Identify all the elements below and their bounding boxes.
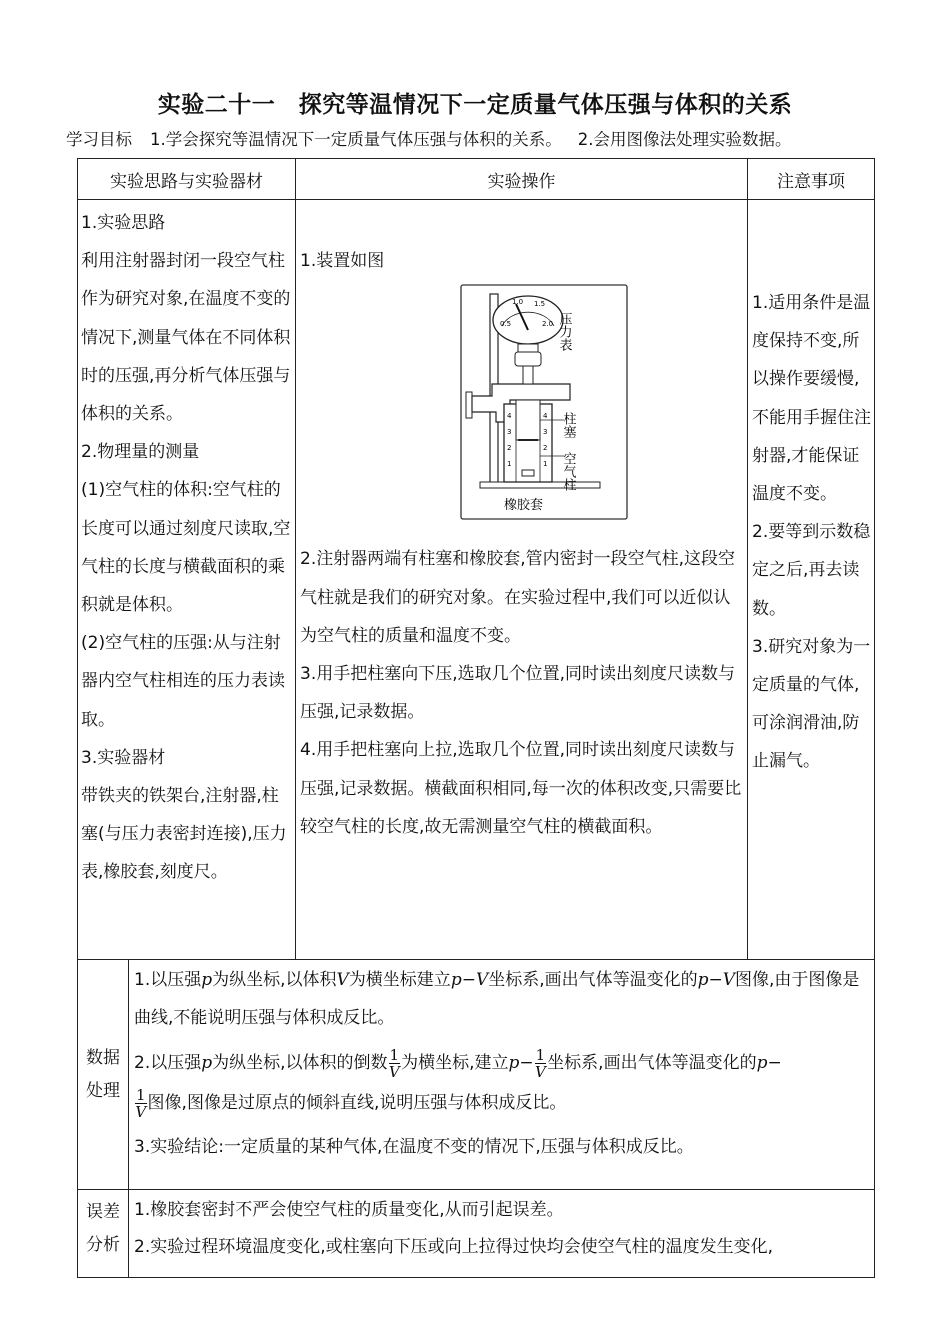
gauge-tick-label: 1.0 (512, 298, 524, 307)
goals-label: 学习目标 (66, 130, 132, 149)
text-fragment: 坐标系,画出气体等温变化的 (547, 1053, 757, 1073)
error-analysis-label (78, 1190, 129, 1278)
scale-tick-label: 1 (507, 460, 512, 469)
note-3: 3.研究对象为一定质量的气体,可涂润滑油,防止漏气。 (752, 636, 871, 772)
goal-item-2: 2.会用图像法处理实验数据。 (577, 130, 792, 149)
experiment-table (77, 158, 875, 1278)
symbol-p-dash: p− (508, 1053, 534, 1073)
scale-tick-label: 4 (543, 412, 548, 421)
fraction-numerator: 1 (389, 1045, 400, 1064)
gauge-tick-label: 2.0 (542, 320, 554, 329)
processing-item-1 (134, 962, 870, 1037)
error-item-1: 1.橡胶套密封不严会使空气柱的质量变化,从而引起误差。 (134, 1200, 564, 1220)
goal-item-1: 1.学会探究等温情况下一定质量气体压强与体积的关系。 (150, 130, 562, 149)
gauge-connector (518, 344, 538, 352)
table-body-row (78, 200, 875, 960)
gauge-label: 压力表 (556, 312, 572, 352)
scale-tick-label: 2 (543, 444, 548, 453)
volume-measurement-text: (1)空气柱的体积:空气柱的长度可以通过刻度尺读取,空气柱的长度与横截面积的乘积就是体积。 (81, 480, 291, 616)
page-title: 实验二十一 探究等温情况下一定质量气体压强与体积的关系 (157, 92, 793, 118)
error-item-2: 2.实验过程环境温度变化,或柱塞向下压或向上拉得过快均会使空气柱的温度发生变化, (134, 1237, 774, 1257)
plunger-label: 柱塞 (560, 412, 576, 439)
fraction-1-over-v (135, 1087, 147, 1120)
plunger (516, 400, 540, 440)
symbol-v: V (336, 970, 349, 990)
apparatus-figure (460, 284, 628, 520)
scale-tick-label: 3 (507, 428, 512, 437)
clamp-screw (466, 392, 472, 418)
idea-heading: 1.实验思路 (81, 213, 166, 233)
symbol-p-v: p−V (450, 970, 489, 990)
plunger-rod (523, 366, 533, 384)
label-line: 误差 (86, 1202, 120, 1222)
text-fragment: 图像,图像是过原点的倾斜直线,说明压强与体积成反比。 (147, 1093, 567, 1113)
symbol-p-dash: p− (756, 1053, 782, 1073)
rubber-label: 橡胶套 (504, 498, 544, 514)
gauge-tick-label: 0.5 (500, 320, 512, 329)
gauge-nut (515, 352, 541, 366)
label-line: 分析 (86, 1235, 120, 1255)
symbol-p: p (201, 970, 213, 990)
error-analysis-row (78, 1190, 875, 1278)
scale-tick-label: 3 (543, 428, 548, 437)
label-line: 处理 (86, 1080, 120, 1101)
pressure-measurement-text: (2)空气柱的压强:从与注射器内空气柱相连的压力表读取。 (81, 633, 285, 730)
operation-step-3: 3.用手把柱塞向下压,选取几个位置,同时读出刻度尺读数与压强,记录数据。 (300, 664, 736, 723)
learning-goals (66, 126, 906, 150)
symbol-p-v: p−V (697, 970, 736, 990)
fraction-1-over-v (389, 1047, 401, 1080)
header-notes: 注意事项 (748, 159, 875, 200)
scale-tick-label: 4 (507, 412, 512, 421)
notes-cell (748, 200, 875, 960)
table-header-row (78, 159, 875, 200)
idea-text: 利用注射器封闭一段空气柱作为研究对象,在温度不变的情况下,测量气体在不同体积时的压强,再分析气体压强与体积的关系。 (81, 251, 291, 425)
fraction-denominator: V (388, 1062, 400, 1081)
scale-tick-label: 2 (507, 444, 512, 453)
processing-item-3: 3.实验结论:一定质量的某种气体,在温度不变的情况下,压强与体积成反比。 (134, 1137, 694, 1157)
fraction-numerator: 1 (535, 1045, 546, 1064)
data-processing-label (78, 960, 129, 1190)
text-fragment: 为横坐标建立 (348, 970, 451, 990)
equipment-text: 带铁夹的铁架台,注射器,柱塞(与压力表密封连接),压力表,橡胶套,刻度尺。 (81, 786, 287, 883)
fraction-denominator: V (135, 1102, 147, 1121)
stand-base (480, 482, 600, 488)
header-operation: 实验操作 (296, 159, 748, 200)
text-fragment: 为横坐标,建立 (401, 1053, 509, 1073)
header-idea-equipment: 实验思路与实验器材 (78, 159, 296, 200)
scale-tick-label: 1 (543, 460, 548, 469)
gauge-tick-label: 1.5 (534, 300, 546, 309)
measurement-heading: 2.物理量的测量 (81, 442, 200, 463)
label-line: 数据 (86, 1047, 120, 1068)
text-fragment: 1.以压强 (134, 970, 202, 990)
fraction-numerator: 1 (136, 1085, 146, 1104)
text-fragment: 2.以压强 (134, 1053, 202, 1073)
air-column-label: 空气柱 (560, 452, 576, 492)
operation-cell (296, 200, 748, 960)
text-fragment: 图像,由于图像是曲线,不能说明压强与体积成反比。 (134, 970, 860, 1028)
note-2: 2.要等到示数稳定之后,再去读数。 (752, 522, 871, 619)
operation-step-1: 1.装置如图 (300, 251, 385, 271)
text-fragment: 为纵坐标,以体积 (212, 970, 337, 990)
fraction-1-over-v (535, 1047, 547, 1080)
rubber-cap (522, 470, 534, 476)
text-fragment: 为纵坐标,以体积的倒数 (212, 1053, 388, 1073)
note-1: 1.适用条件是温度保持不变,所以操作要缓慢,不能用手握住注射器,才能保证温度不变。 (752, 293, 871, 505)
operation-step-2: 2.注射器两端有柱塞和橡胶套,管内密封一段空气柱,这段空气柱就是我们的研究对象。在实验过程中,我们可以近似认为空气柱的质量和温度不变。 (300, 549, 736, 646)
error-analysis-content (129, 1190, 875, 1278)
data-processing-row (78, 960, 875, 1190)
operation-step-4: 4.用手把柱塞向上拉,选取几个位置,同时读出刻度尺读数与压强,记录数据。横截面积相同,每一次的体积改变,只需要比较空气柱的长度,故无需测量空气柱的横截面积。 (300, 740, 742, 837)
symbol-p: p (201, 1053, 213, 1073)
equipment-heading: 3.实验器材 (81, 747, 166, 768)
processing-item-2 (134, 1043, 870, 1123)
idea-equipment-cell (78, 200, 296, 960)
data-processing-content (129, 960, 875, 1190)
text-fragment: 坐标系,画出气体等温变化的 (488, 970, 698, 990)
fraction-denominator: V (534, 1062, 546, 1081)
